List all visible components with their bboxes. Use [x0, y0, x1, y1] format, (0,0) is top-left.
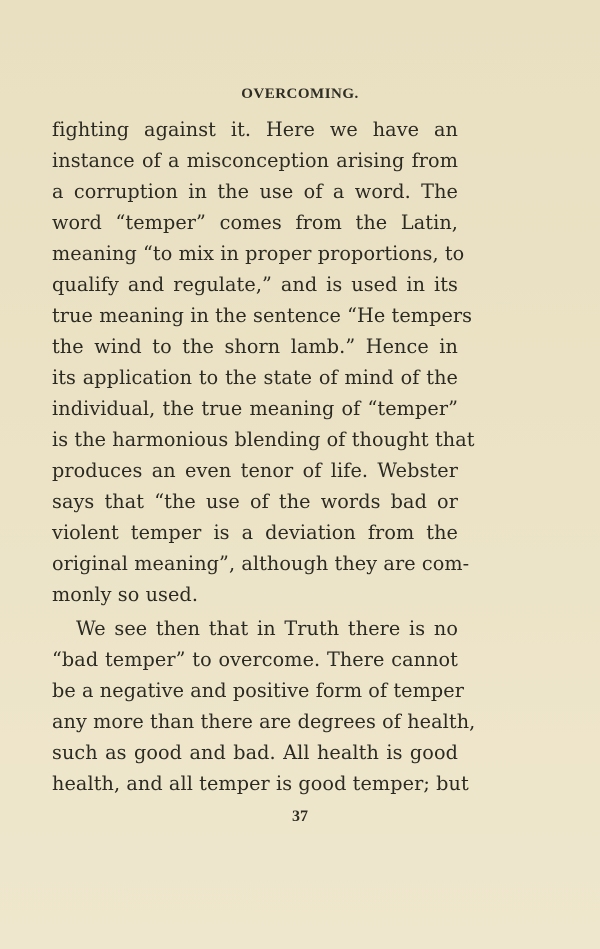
text-line: produces an even tenor of life. Webster [52, 459, 458, 482]
text-line: fighting against it. Here we have an [52, 118, 458, 141]
text-line: We see then that in Truth there is no [76, 617, 458, 640]
text-line: true meaning in the sentence “He tempers [52, 304, 473, 327]
page-number: 37 [292, 808, 308, 825]
text-line: be a negative and positive form of temper [52, 679, 465, 702]
text-line: “bad temper” to overcome. There cannot [52, 648, 458, 671]
text-line: violent temper is a deviation from the [52, 521, 458, 544]
text-line: any more than there are degrees of health, [52, 710, 476, 733]
paragraph [52, 114, 475, 610]
paragraph [52, 613, 476, 799]
text-line: the wind to the shorn lamb.” Hence in [52, 335, 458, 358]
text-line: its application to the state of mind of the [52, 366, 458, 389]
running-head: OVERCOMING. [241, 86, 359, 102]
text-line: meaning “to mix in proper proportions, to [52, 242, 465, 265]
text-line: a corruption in the use of a word. The [52, 180, 458, 203]
text-line: individual, the true meaning of “temper” [52, 397, 458, 420]
text-line: original meaning”, although they are com- [52, 552, 470, 575]
text-line: says that “the use of the words bad or [52, 490, 458, 513]
text-line: such as good and bad. All health is good [52, 741, 458, 764]
text-line: health, and all temper is good temper; but [52, 772, 469, 795]
text-line: instance of a misconception arising from [52, 149, 458, 172]
text-line: monly so used. [52, 583, 199, 606]
body-text [52, 114, 476, 799]
text-line: word “temper” comes from the Latin, [52, 211, 458, 234]
text-line: is the harmonious blending of thought that [52, 428, 475, 451]
text-line: qualify and regulate,” and is used in its [52, 273, 458, 296]
